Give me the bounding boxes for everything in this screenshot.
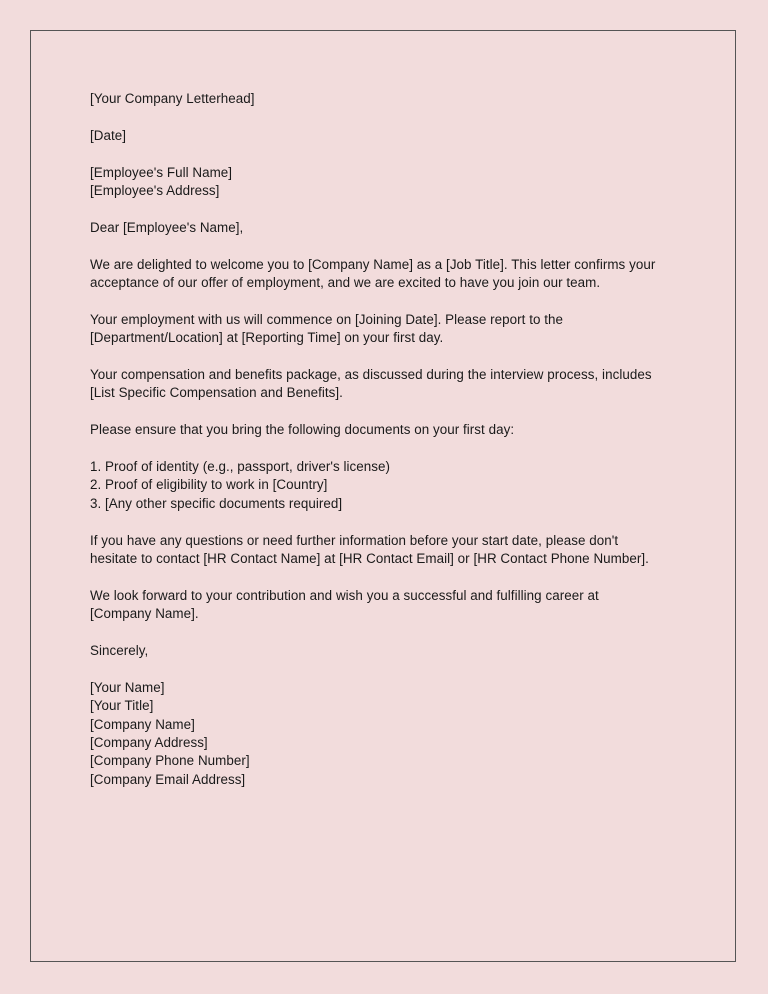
paragraph-welcome — [90, 256, 690, 293]
paragraph-closing — [90, 587, 690, 624]
salutation — [90, 219, 690, 237]
documents-list — [90, 458, 690, 513]
recipient-address: [Employee's Address] — [90, 183, 220, 198]
paragraph-start-date — [90, 311, 690, 348]
paragraph-questions — [90, 532, 690, 569]
list-item: 2. Proof of eligibility to work in [Country] — [90, 477, 328, 493]
letterhead-text: [Your Company Letterhead] — [90, 91, 255, 106]
paragraph-line: We are delighted to welcome you to [Company Name] as a [Job Title]. This letter confirms your — [90, 256, 656, 272]
paragraph-line: We look forward to your contribution and wish you a successful and fulfilling career at — [90, 587, 599, 603]
recipient-block — [90, 164, 690, 201]
paragraph-line: Your employment with us will commence on [Joining Date]. Please report to the — [90, 311, 564, 327]
paragraph-line: [Company Name]. — [90, 606, 199, 622]
paragraph-line: hesitate to contact [HR Contact Name] at [HR Contact Email] or [HR Contact Phone Number]. — [90, 551, 649, 567]
paragraph-line: [Department/Location] at [Reporting Time] on your first day. — [90, 330, 444, 346]
documents-intro-text: Please ensure that you bring the following documents on your first day: — [90, 422, 515, 438]
letterhead — [90, 90, 690, 108]
paragraph-compensation — [90, 366, 690, 403]
signature-line: [Company Email Address] — [90, 771, 246, 787]
letter-body — [90, 90, 690, 808]
salutation-text: Dear [Employee's Name], — [90, 219, 244, 235]
date-text: [Date] — [90, 127, 127, 143]
signature-line: [Your Name] — [90, 679, 165, 695]
signature-line: [Company Address] — [90, 735, 208, 751]
signature-line: [Company Name] — [90, 716, 195, 732]
signature-line: [Company Phone Number] — [90, 753, 250, 769]
paragraph-line: If you have any questions or need further information before your start date, please don't — [90, 532, 619, 548]
list-item: 1. Proof of identity (e.g., passport, driver's license) — [90, 459, 391, 474]
documents-intro — [90, 421, 690, 439]
date — [90, 127, 690, 145]
paragraph-line: Your compensation and benefits package, as discussed during the interview process, includes — [90, 367, 652, 382]
recipient-name: [Employee's Full Name] — [90, 164, 233, 180]
sign-off-text: Sincerely, — [90, 643, 149, 659]
sign-off — [90, 642, 690, 660]
signature-block — [90, 679, 690, 789]
list-item: 3. [Any other specific documents required] — [90, 495, 343, 511]
paragraph-line: acceptance of our offer of employment, and we are excited to have you join our team. — [90, 275, 601, 290]
signature-line: [Your Title] — [90, 698, 154, 714]
paragraph-line: [List Specific Compensation and Benefits]. — [90, 385, 343, 401]
